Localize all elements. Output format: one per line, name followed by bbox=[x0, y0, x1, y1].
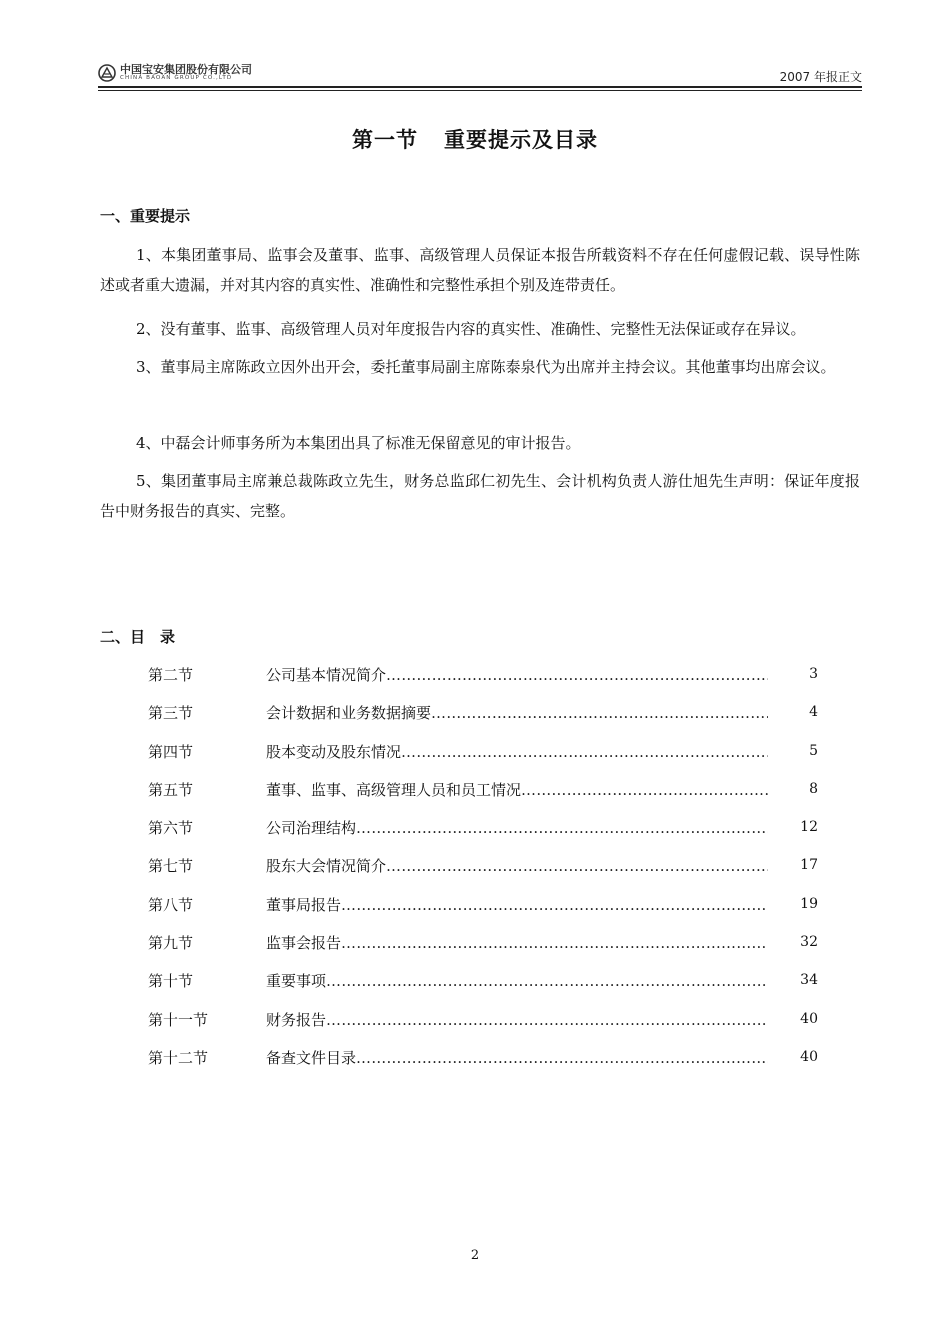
toc-leader-dots bbox=[341, 896, 768, 914]
toc-entry[interactable] bbox=[148, 739, 818, 777]
notice-paragraph-5: 5、集团董事局主席兼总裁陈政立先生，财务总监邱仁初先生、会计机构负责人游仕旭先生声明：保证年度报告中财务报告的真实、完整。 bbox=[100, 472, 860, 520]
toc-entry[interactable] bbox=[148, 1045, 818, 1083]
toc-page-number: 8 bbox=[809, 780, 818, 797]
logo-english-name: CHINA BAOAN GROUP CO.,LTD bbox=[120, 75, 233, 82]
toc-section-title: 董事、监事、高级管理人员和员工情况 bbox=[266, 780, 522, 799]
page-header bbox=[98, 62, 862, 88]
toc-entry[interactable] bbox=[148, 968, 818, 1006]
toc-section-label: 第九节 bbox=[148, 934, 194, 953]
toc-section-title: 董事局报告 bbox=[266, 895, 342, 914]
toc-section-title: 备查文件目录 bbox=[266, 1048, 357, 1067]
toc-leader-dots bbox=[326, 972, 768, 990]
toc-section-title: 重要事项 bbox=[266, 972, 327, 991]
toc-section-label: 第八节 bbox=[148, 895, 194, 914]
toc-section-label: 第十节 bbox=[148, 972, 194, 991]
logo-chinese-name: 中国宝安集团股份有限公司 bbox=[120, 63, 252, 77]
toc-leader-dots bbox=[386, 857, 768, 875]
toc-section-title: 公司基本情况简介 bbox=[266, 666, 387, 684]
toc-entry[interactable] bbox=[148, 815, 818, 853]
toc-page-number: 4 bbox=[809, 704, 818, 721]
toc-leader-dots bbox=[326, 1011, 768, 1029]
toc-section-label: 第七节 bbox=[148, 857, 194, 876]
toc-section-title: 监事会报告 bbox=[266, 934, 342, 953]
toc-section-label: 第三节 bbox=[148, 704, 194, 723]
toc-leader-dots bbox=[386, 666, 768, 684]
toc-section-title: 股本变动及股东情况 bbox=[266, 742, 402, 761]
baoan-logo-icon bbox=[98, 64, 116, 82]
toc-leader-dots bbox=[341, 934, 768, 952]
page-number: 2 bbox=[470, 1248, 480, 1263]
notice-paragraph-3: 3、董事局主席陈政立因外出开会，委托董事局副主席陈泰泉代为出席并主持会议。其他董事均出席会议。 bbox=[136, 358, 836, 376]
toc-entry[interactable] bbox=[148, 777, 818, 815]
section-heading-notices: 一、重要提示 bbox=[100, 207, 191, 225]
toc-section-label: 第五节 bbox=[148, 780, 194, 799]
toc-section-title: 公司治理结构 bbox=[266, 819, 357, 838]
page-title bbox=[0, 124, 950, 154]
toc-page-number: 19 bbox=[800, 895, 818, 912]
notice-paragraph-2: 2、没有董事、监事、高级管理人员对年度报告内容的真实性、准确性、完整性无法保证或存在异议。 bbox=[136, 320, 806, 338]
toc-page-number: 3 bbox=[809, 666, 818, 682]
toc-page-number: 40 bbox=[800, 1048, 818, 1065]
toc-entry[interactable] bbox=[148, 892, 818, 930]
toc-section-title: 财务报告 bbox=[266, 1010, 327, 1029]
table-of-contents bbox=[148, 662, 818, 1083]
toc-page-number: 32 bbox=[800, 934, 818, 951]
notice-paragraph-1: 1、本集团董事局、监事会及董事、监事、高级管理人员保证本报告所载资料不存在任何虚假记载、误导性陈述或者重大遗漏，并对其内容的真实性、准确性和完整性承担个别及连带责任。 bbox=[100, 246, 860, 294]
title-section-number: 第一节 bbox=[352, 127, 418, 152]
toc-leader-dots bbox=[356, 819, 768, 837]
toc-leader-dots bbox=[521, 781, 768, 799]
toc-entry[interactable] bbox=[148, 1007, 818, 1045]
company-logo bbox=[98, 64, 252, 82]
toc-section-label: 第六节 bbox=[148, 819, 194, 838]
toc-entry[interactable] bbox=[148, 662, 818, 700]
toc-section-label: 第十二节 bbox=[148, 1048, 209, 1067]
notice-paragraph-4: 4、中磊会计师事务所为本集团出具了标准无保留意见的审计报告。 bbox=[136, 434, 581, 452]
section-heading-contents: 二、目 录 bbox=[100, 628, 176, 646]
toc-page-number: 40 bbox=[800, 1010, 818, 1027]
toc-section-label: 第十一节 bbox=[148, 1010, 209, 1029]
toc-leader-dots bbox=[401, 743, 768, 761]
toc-leader-dots bbox=[431, 704, 768, 722]
toc-leader-dots bbox=[356, 1049, 768, 1067]
toc-entry[interactable] bbox=[148, 700, 818, 738]
report-label: 2007 年报正文 bbox=[779, 70, 862, 84]
toc-page-number: 12 bbox=[800, 819, 818, 836]
toc-section-title: 股东大会情况简介 bbox=[266, 857, 387, 876]
toc-section-label: 第二节 bbox=[148, 666, 194, 684]
header-rule-thin bbox=[98, 90, 862, 91]
toc-page-number: 5 bbox=[809, 742, 818, 759]
toc-section-title: 会计数据和业务数据摘要 bbox=[266, 704, 432, 723]
toc-page-number: 17 bbox=[800, 857, 818, 874]
toc-section-label: 第四节 bbox=[148, 742, 194, 761]
toc-entry[interactable] bbox=[148, 853, 818, 891]
header-rule-thick bbox=[98, 86, 862, 88]
toc-page-number: 34 bbox=[800, 972, 818, 989]
toc-entry[interactable] bbox=[148, 930, 818, 968]
title-section-name: 重要提示及目录 bbox=[444, 127, 598, 152]
